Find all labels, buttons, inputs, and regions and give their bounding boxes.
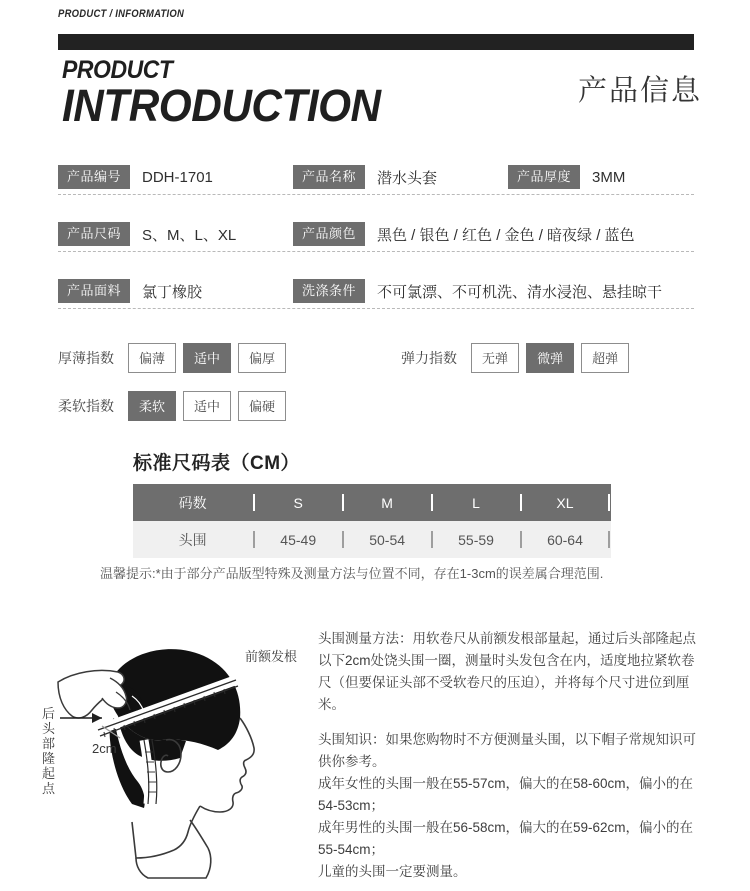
table-cell: 45-49 [280, 531, 317, 548]
index-option[interactable]: 无弹 [471, 343, 519, 373]
spec-row [58, 160, 694, 194]
index-option[interactable]: 偏硬 [238, 391, 286, 421]
guide-knowledge-intro: 头围知识：如果您购物时不方便测量头围，以下帽子常规知识可供你参考。 [318, 732, 696, 770]
guide-child: 儿童的头围一定要测量。 [318, 863, 467, 879]
spec-label: 产品厚度 [508, 165, 580, 189]
index-option[interactable]: 超弹 [581, 343, 629, 373]
spec-label: 产品尺码 [58, 222, 130, 246]
spec-item [58, 165, 293, 189]
size-table-note: 温馨提示:*由于部分产品版型特殊及测量方法与位置不同，存在1-3cm的误差属合理范围. [100, 566, 604, 581]
title-line-2: INTRODUCTION [62, 79, 381, 131]
spec-item [293, 165, 508, 189]
spec-divider [58, 251, 694, 252]
spec-label: 洗涤条件 [293, 279, 365, 303]
index-label: 柔软指数 [58, 398, 114, 414]
index-label: 弹力指数 [401, 350, 458, 366]
index-row-softness [58, 391, 718, 421]
page-title-chinese: 产品信息 [577, 75, 702, 107]
table-cell: 头围 [178, 531, 207, 548]
table-cell: 55-59 [458, 531, 494, 548]
table-divider [608, 521, 611, 558]
spec-value: 潜水头套 [377, 169, 438, 187]
table-cell: 60-64 [547, 531, 583, 548]
index-label: 厚薄指数 [58, 350, 114, 366]
spec-divider [58, 194, 694, 195]
index-selectors [58, 343, 718, 439]
index-option[interactable]: 偏厚 [238, 343, 286, 373]
spec-item [58, 222, 293, 246]
spec-divider [58, 308, 694, 309]
spec-item [58, 279, 293, 303]
index-row-thickness [58, 343, 718, 373]
table-header-cell: S [293, 494, 303, 511]
spec-list [58, 160, 694, 331]
measurement-guide [318, 628, 704, 882]
size-table [133, 484, 611, 558]
spec-label: 产品面料 [58, 279, 130, 303]
spec-value: 黑色 / 银色 / 红色 / 金色 / 暗夜绿 / 蓝色 [377, 226, 635, 244]
header-black-bar [58, 34, 694, 50]
table-header-cell: 码数 [178, 494, 207, 511]
page-title-english [62, 56, 401, 131]
spec-item [508, 165, 625, 189]
spec-row [58, 274, 694, 308]
paragraph-spacer [318, 715, 704, 729]
spec-value: S、M、L、XL [142, 226, 237, 244]
guide-method: 头围测量方法：用软卷尺从前额发根部量起，通过后头部隆起点以下2cm处饶头围一圈，测量时头发包含在内，适度地拉紧软卷尺（但要保证头部不受软卷尺的压迫），并将每个尺寸进位到厘米。 [318, 631, 696, 712]
index-option-selected[interactable]: 适中 [183, 343, 231, 373]
index-option[interactable]: 偏薄 [128, 343, 176, 373]
diagram-label-back-bump: 后头部隆起点 [42, 706, 56, 796]
table-cell: 50-54 [369, 531, 406, 548]
table-divider [608, 484, 611, 521]
diagram-label-offset: 2cm [92, 741, 117, 756]
diagram-label-front-hairline: 前额发根 [245, 649, 298, 664]
spec-label: 产品颜色 [293, 222, 365, 246]
spec-item [293, 222, 635, 246]
index-option-selected[interactable]: 微弹 [526, 343, 574, 373]
guide-male: 成年男性的头围一般在56-58cm，偏大的在59-62cm，偏小的在55-54cm； [318, 819, 694, 857]
title-line-1: PRODUCT [62, 56, 173, 84]
spec-value: 不可氯漂、不可机洗、清水浸泡、悬挂晾干 [377, 283, 663, 301]
guide-female: 成年女性的头围一般在55-57cm，偏大的在58-60cm，偏小的在54-53cm； [318, 776, 694, 814]
index-option-selected[interactable]: 柔软 [128, 391, 176, 421]
spec-value: 3MM [592, 168, 626, 186]
spec-label: 产品编号 [58, 165, 130, 189]
table-header-cell: XL [556, 494, 574, 511]
spec-value: DDH-1701 [142, 168, 213, 186]
index-option[interactable]: 适中 [183, 391, 231, 421]
page-kicker: PRODUCT / INFORMATION [58, 8, 185, 20]
table-header-cell: L [472, 494, 480, 511]
table-row [133, 521, 611, 558]
size-table-section [133, 448, 611, 558]
spec-row [58, 217, 694, 251]
table-header-cell: M [381, 494, 393, 511]
spec-value: 氯丁橡胶 [142, 283, 203, 301]
spec-label: 产品名称 [293, 165, 365, 189]
spec-item [293, 279, 662, 303]
size-table-title: 标准尺码表（CM） [133, 453, 301, 474]
table-header-row [133, 484, 611, 521]
head-measurement-diagram [40, 622, 320, 882]
